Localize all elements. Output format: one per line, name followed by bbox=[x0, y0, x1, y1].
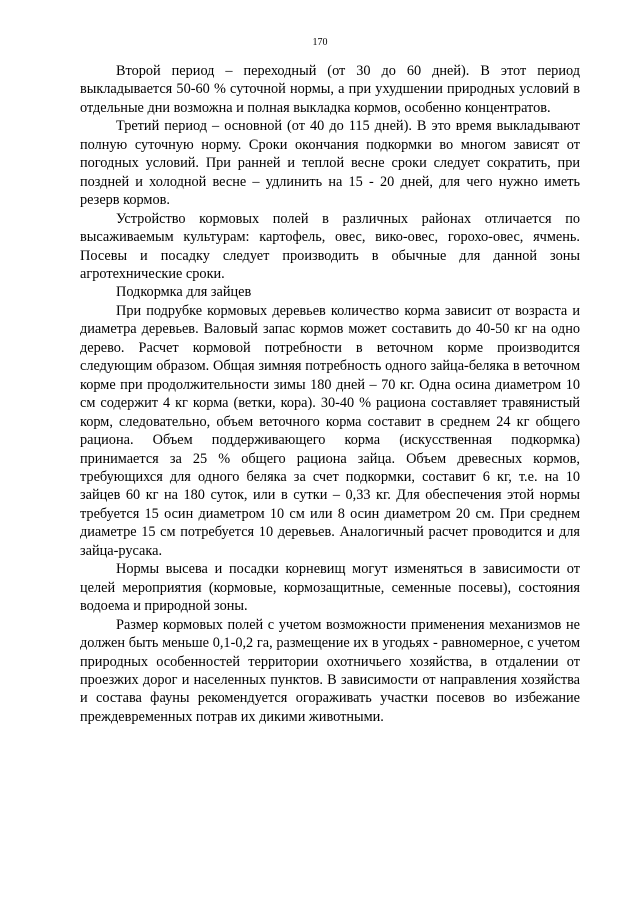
page-number: 170 bbox=[312, 37, 328, 48]
paragraph-field-size: Размер кормовых полей с учетом возможности применения механизмов не должен быть меньше 0,1-0,2 га, размещение их в угодьях - равномерное, с учетом природных особенностей территории охотничьего хозяйства, в отдалении от проезжих дорог и населенных пунктов. В зависимости от направления хозяйства и состава фауны рекомендуется огораживать участки посевов во избежание преждевременных потрав их дикими животными. bbox=[80, 616, 580, 725]
paragraph-third-period: Третий период – основной (от 40 до 115 дней). В это время выкладывают полную суточную норму. Сроки окончания подкормки во многом зависят от погодных условий. При ранней и теплой весне сроки следует сократить, при поздней и холодной весне – удлинить на 15 - 20 дней, для чего нужно иметь резерв кормов. bbox=[80, 118, 580, 209]
paragraph-feeding-fields: Устройство кормовых полей в различных районах отличается по высаживаемым культурам: картофель, овес, вико-овес, горохо-овес, ячмень. Посевы и посадку следует производить в обычные для данной зоны агротехнические сроки. bbox=[80, 210, 580, 282]
section-heading-hare-feeding: Подкормка для зайцев bbox=[116, 284, 252, 301]
paragraph-sowing-norms: Нормы высева и посадки корневищ могут изменяться в зависимости от целей мероприятия (кормовые, кормозащитные, семенные посевы), состояния водоема и природной зоны. bbox=[80, 561, 580, 615]
paragraph-second-period: Второй период – переходный (от 30 до 60 дней). В этот период выкладывается 50-60 % суточной нормы, а при ухудшении природных условий в отдельные дни возможна и полная выкладка кормов, особенно концентратов. bbox=[80, 63, 580, 116]
document-body bbox=[80, 62, 580, 726]
paragraph-feed-calculation: При подрубке кормовых деревьев количество корма зависит от возраста и диаметра деревьев. Валовый запас кормов может составить до 40-50 кг на одно дерево. Расчет кормовой потребности в веточном корме производится следующим образом. Общая зимняя потребность одного зайца-беляка в веточном корме при продолжительности зимы 180 дней – 70 кг. Одна осина диаметром 10 см содержит 4 кг корма (ветки, кора). 30-40 % рациона составляет травянистый корм, следовательно, объем веточного корма составит в среднем 24 кг общего рациона. Объем поддерживающего корма (искусственная подкормка) принимается за 25 % общего рациона зайца. Объем древесных кормов, требующихся для одного беляка за счет подкормки, составит 6 кг, т.е. на 10 зайцев 60 кг на 180 суток, или в сутки – 0,33 кг. Для обеспечения этой нормы требуется 15 осин диаметром 10 см или 8 осин диаметром 20 см. При среднем диаметре 15 см потребуется 10 деревьев. Аналогичный расчет проводится и для зайца-русака. bbox=[80, 302, 580, 559]
